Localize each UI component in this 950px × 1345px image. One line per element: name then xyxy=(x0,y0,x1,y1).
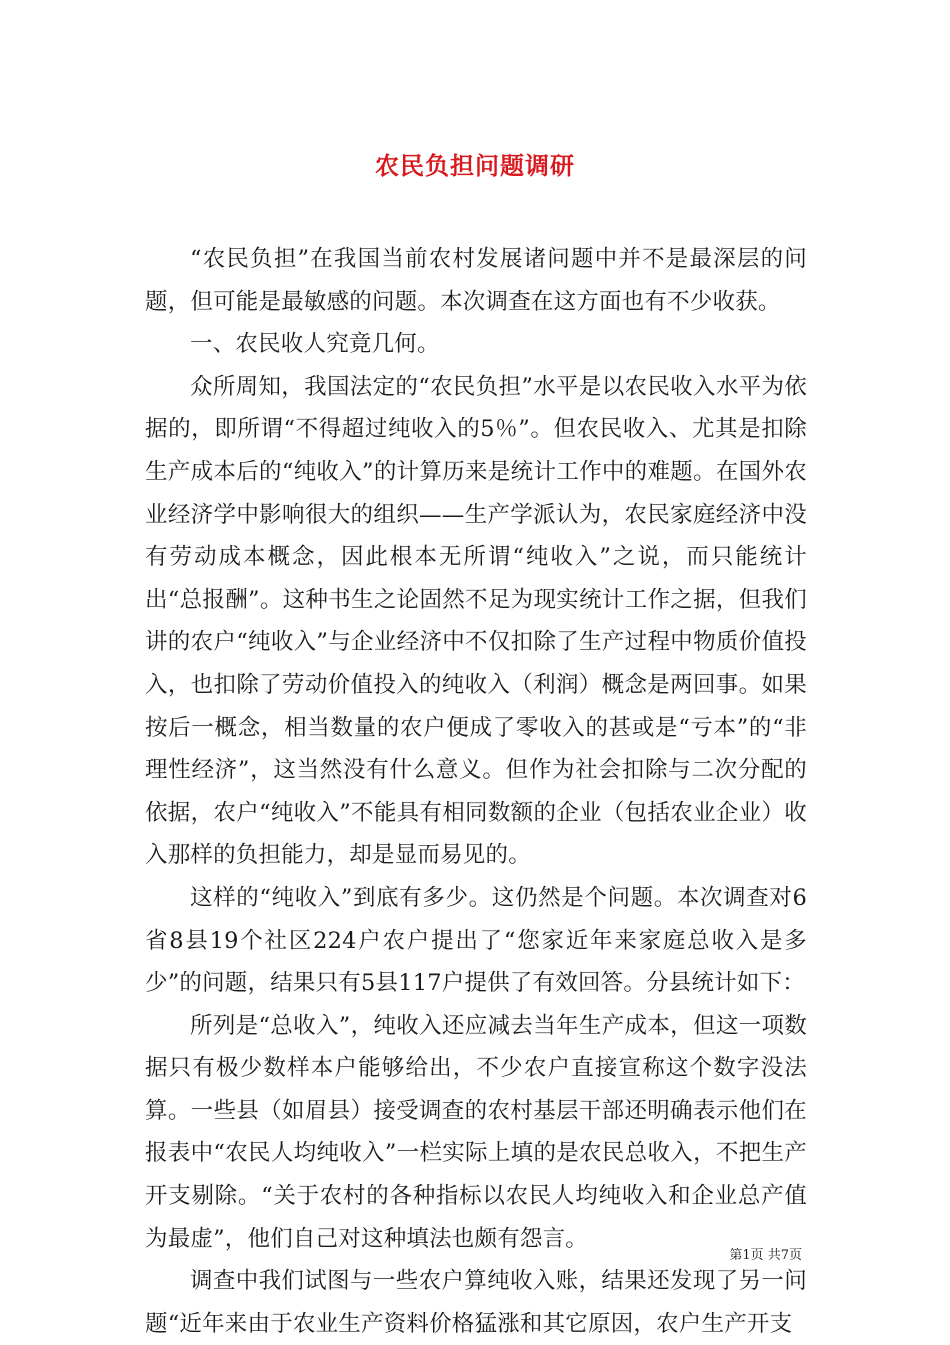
paragraph: 这样的“纯收入”到底有多少。这仍然是个问题。本次调查对6省8县19个社区224户农户提出了“您家近年来家庭总收入是多少”的问题，结果只有5县117户提供了有效回答。分县统计如下： xyxy=(145,884,807,997)
paragraph: 众所周知，我国法定的“农民负担”水平是以农民收入水平为依据的，即所谓“不得超过纯收入的5％”。但农民收入、尤其是扣除生产成本后的“纯收入”的计算历来是统计工作中的难题。在国外农业经济学中影响很大的组织——生产学派认为，农民家庭经济中没有劳动成本概念，因此根本无所谓“纯收入”之说，而只能统计出“总报酬”。这种书生之论固然不足为现实统计工作之据，但我们讲的农户“纯收入”与企业经济中不仅扣除了生产过程中物质价值投入，也扣除了劳动价值投入的纯收入（利润）概念是两回事。如果按后一概念，相当数量的农户便成了零收入的甚或是“亏本”的“非理性经济”，这当然没有什么意义。但作为社会扣除与二次分配的依据，农户“纯收入”不能具有相同数额的企业（包括农业企业）收入那样的负担能力，却是显而易见的。 xyxy=(145,373,807,869)
section-heading: 一、农民收人究竟几何。 xyxy=(190,331,440,358)
paragraph: 所列是“总收入”，纯收入还应减去当年生产成本，但这一项数据只有极少数样本户能够给出，不少农户直接宣称这个数字没法算。一些县（如眉县）接受调查的农村基层干部还明确表示他们在报表中“农民人均纯收入”一栏实际上填的是农民总收入，不把生产开支剔除。“关于农村的各种指标以农民人均纯收入和企业总产值为最虚”，他们自己对这种填法也颇有怨言。 xyxy=(145,1012,807,1252)
document-title: 农民负担问题调研 xyxy=(375,151,575,181)
paragraph-intro: “农民负担”在我国当前农村发展诸问题中并不是最深层的问题，但可能是最敏感的问题。本次调查在这方面也有不少收获。 xyxy=(145,246,807,315)
paragraph: 调查中我们试图与一些农户算纯收入账，结果还发现了另一问题“近年来由于农业生产资料价格猛涨和其它原因，农户生产开支 xyxy=(145,1268,807,1337)
document-body xyxy=(145,238,807,1345)
page-number: 第1页 共7页 xyxy=(729,1248,802,1263)
